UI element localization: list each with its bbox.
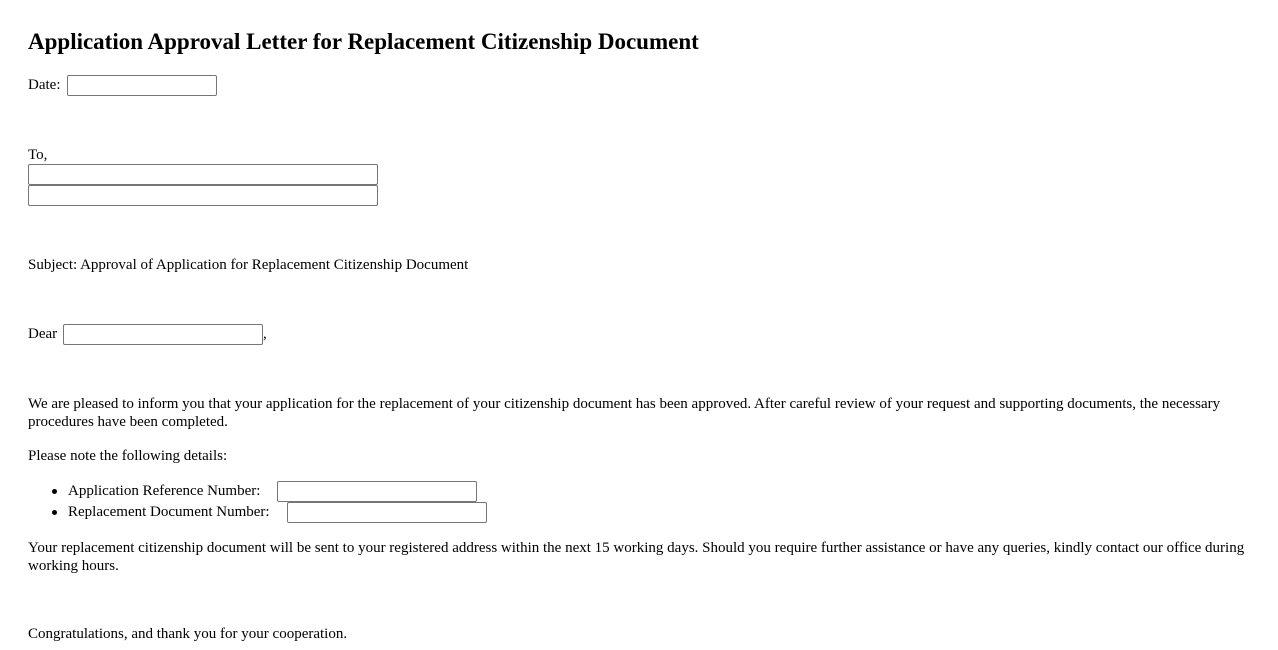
closing-line: Congratulations, and thank you for your cooperation.	[28, 626, 348, 642]
salutation-label: Dear	[28, 326, 58, 342]
recipient-line2-field[interactable]	[28, 185, 378, 206]
reference-number-label: Application Reference Number:	[68, 483, 261, 499]
document-number-field[interactable]	[287, 502, 487, 523]
document-number-label: Replacement Document Number:	[68, 504, 270, 520]
salutation-comma: ,	[263, 326, 267, 342]
date-label: Date:	[28, 77, 61, 93]
page-title: Application Approval Letter for Replacement Citizenship Document	[28, 29, 699, 54]
body-paragraph-approval: We are pleased to inform you that your application for the replacement of your citizenship document has been approved. After careful review of your request and supporting documents, the necessary procedures have been completed.	[28, 396, 1221, 430]
recipient-line1-field[interactable]	[28, 164, 378, 185]
bullet-icon	[52, 489, 57, 494]
body-paragraph-delivery: Your replacement citizenship document will be sent to your registered address within the next 15 working days. Should you require further assistance or have any queries, kindly contact our office during working hours.	[28, 540, 1245, 574]
bullet-icon	[52, 510, 57, 515]
subject-line: Subject: Approval of Application for Replacement Citizenship Document	[28, 257, 469, 273]
salutation-name-field[interactable]	[63, 324, 263, 345]
date-field[interactable]	[67, 75, 217, 96]
reference-number-field[interactable]	[277, 481, 477, 502]
details-intro: Please note the following details:	[28, 448, 228, 464]
to-label: To,	[28, 147, 48, 163]
